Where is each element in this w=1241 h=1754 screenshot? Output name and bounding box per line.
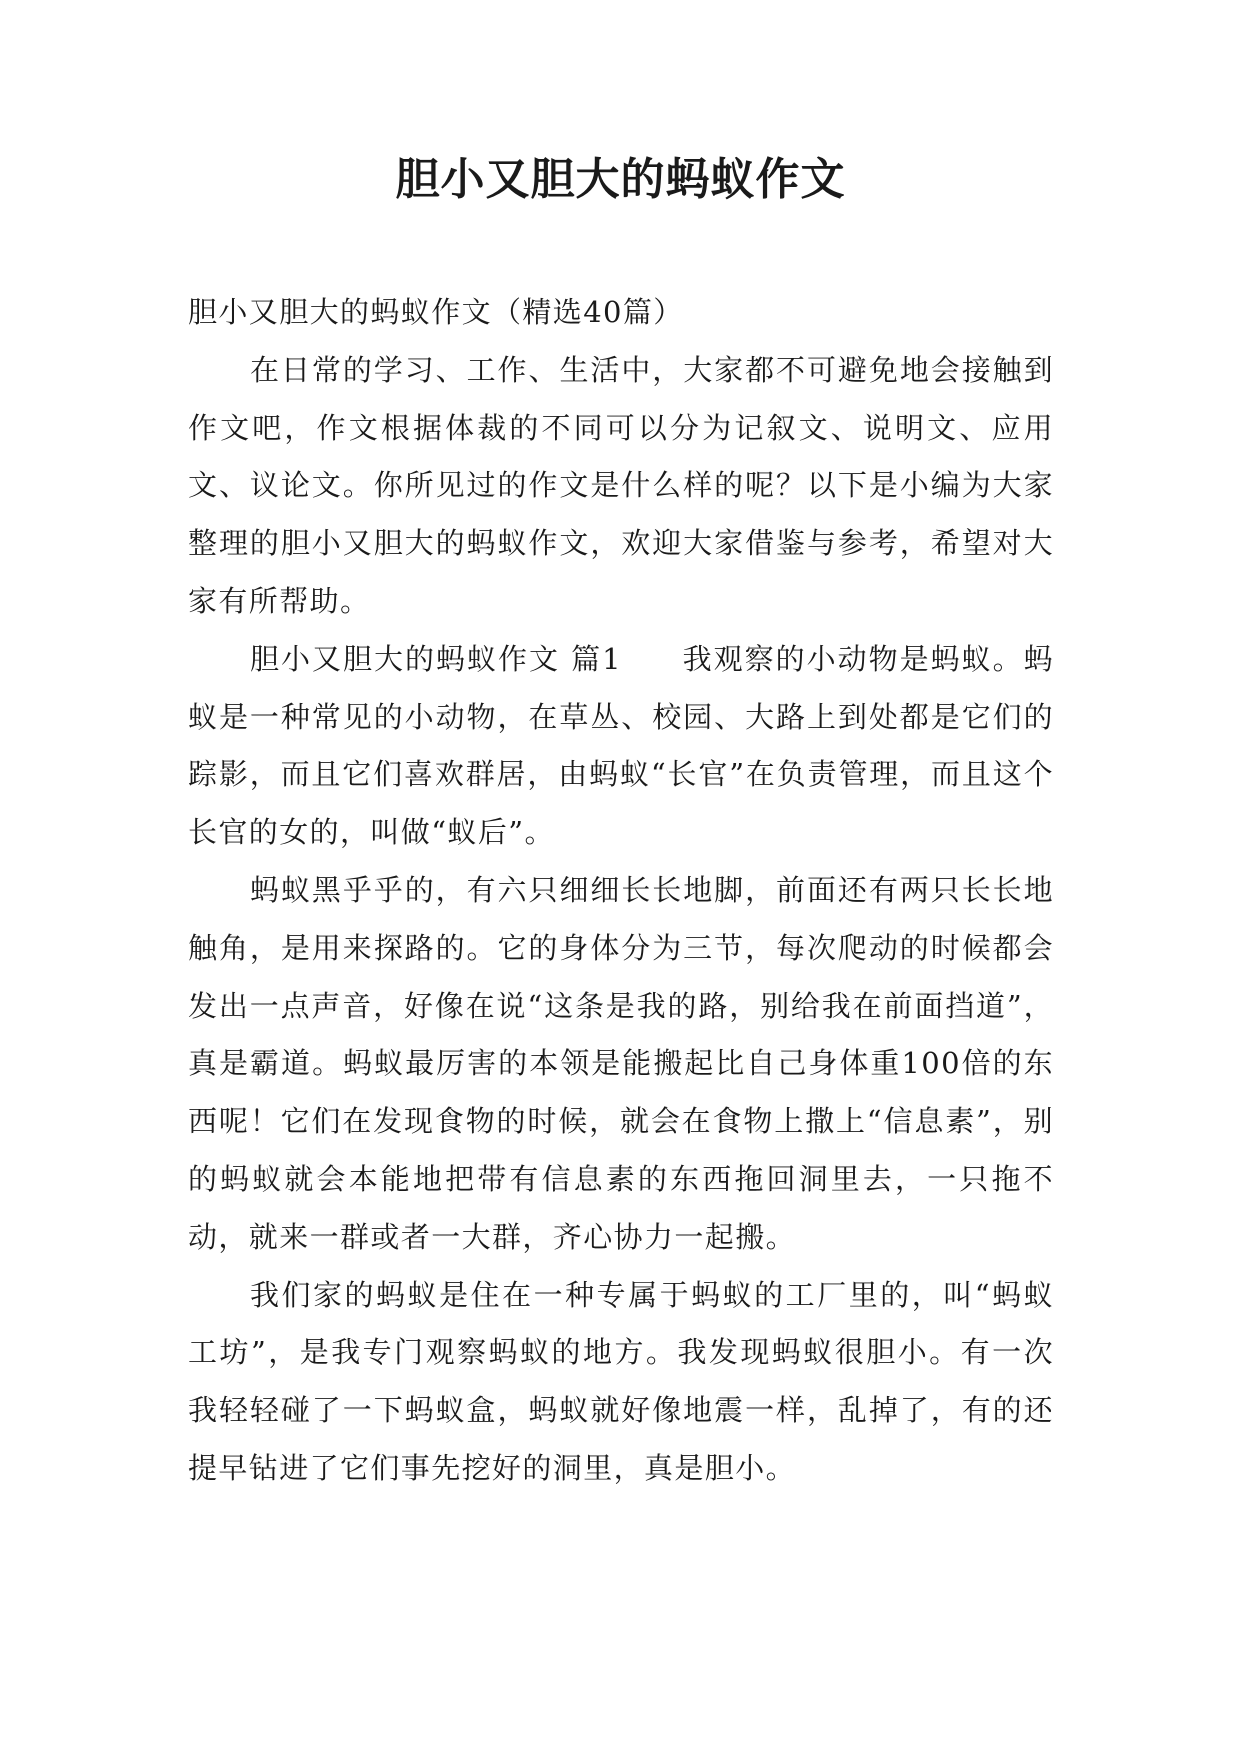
document-body bbox=[188, 284, 1054, 1498]
document-subtitle: 胆小又胆大的蚂蚁作文（精选40篇） bbox=[188, 295, 684, 329]
page-title: 胆小又胆大的蚂蚁作文 bbox=[395, 154, 846, 205]
body-paragraph-3: 我们家的蚂蚁是住在一种专属于蚂蚁的工厂里的，叫“蚂蚁工坊”，是我专门观察蚂蚁的地方。我发现蚂蚁很胆小。有一次我轻轻碰了一下蚂蚁盒，蚂蚁就好像地震一样，乱掉了，有的还提早钻进了它们事先挖好的洞里，真是胆小。 bbox=[188, 1277, 1054, 1485]
section-1-text: 我观察的小动物是蚂蚁。蚂蚁是一种常见的小动物，在草丛、校园、大路上到处都是它们的踪影，而且它们喜欢群居，由蚂蚁“长官”在负责管理，而且这个长官的女的，叫做“蚁后”。 bbox=[188, 641, 1054, 850]
intro-paragraph: 在日常的学习、工作、生活中，大家都不可避免地会接触到作文吧，作文根据体裁的不同可以分为记叙文、说明文、应用文、议论文。你所见过的作文是什么样的呢？以下是小编为大家整理的胆小又胆大的蚂蚁作文，欢迎大家借鉴与参考，希望对大家有所帮助。 bbox=[188, 352, 1054, 618]
section-1-heading: 胆小又胆大的蚂蚁作文 篇1 bbox=[250, 641, 623, 676]
section-1-paragraph bbox=[188, 631, 1054, 862]
body-paragraph-2: 蚂蚁黑乎乎的，有六只细细长长地脚，前面还有两只长长地触角，是用来探路的。它的身体分为三节，每次爬动的时候都会发出一点声音，好像在说“这条是我的路，别给我在前面挡道”，真是霸道。蚂蚁最厉害的本领是能搬起比自己身体重100倍的东西呢！它们在发现食物的时候，就会在食物上撒上“信息素”，别的蚂蚁就会本能地把带有信息素的东西拖回洞里去，一只拖不动，就来一群或者一大群，齐心协力一起搬。 bbox=[188, 872, 1054, 1254]
